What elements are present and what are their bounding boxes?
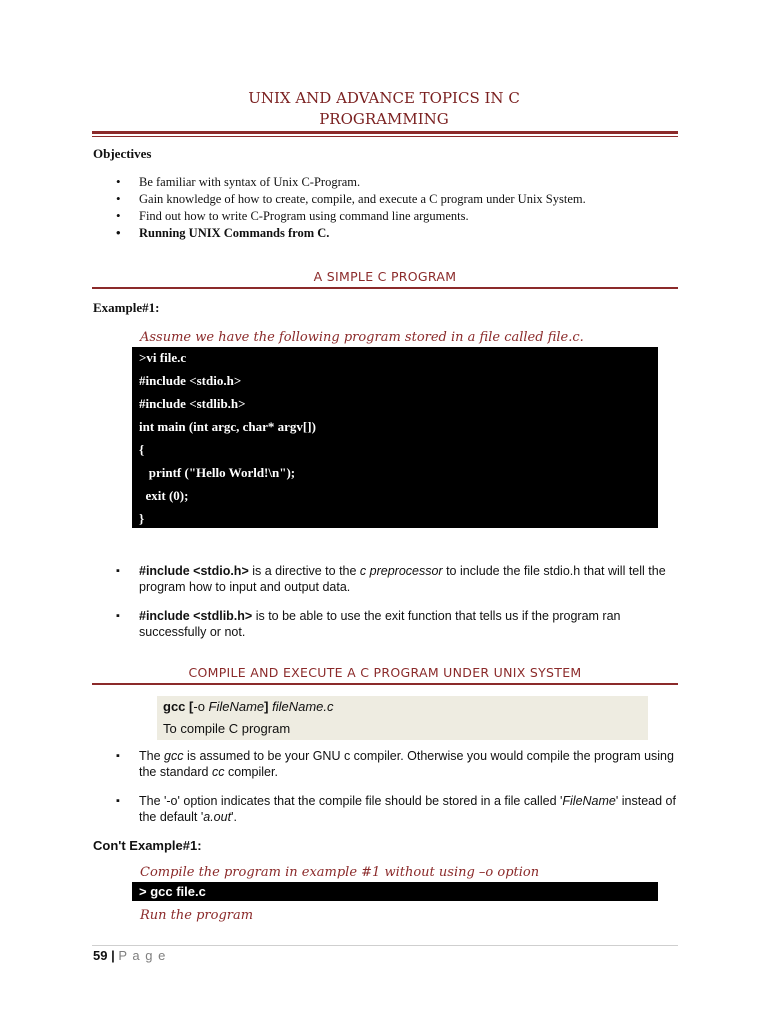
bracket-open: [ [185,699,194,714]
bracket-close: ] [264,699,273,714]
gcc-syntax-box [157,696,648,740]
directive-bullets [116,563,676,640]
bullet-stdio [116,563,676,595]
compile-code-block [132,882,658,901]
code-line: exit (0); [139,488,189,503]
bullet-text: is to be able to use the exit function that tells us if the program ran successfully or not. [139,609,621,639]
bullet-text: to include the file stdio.h that will tell the program how to input and output data. [139,564,666,594]
bullet-emphasis: FileName [562,794,616,808]
page-number: 59 [93,948,108,963]
example-label: Example#1: [93,300,160,315]
code-block [132,347,658,528]
section-heading-compile: COMPILE AND EXECUTE A C PROGRAM UNDER UNIX SYSTEM [188,665,582,680]
section-heading-simple-c: A SIMPLE C PROGRAM [313,269,457,284]
objective-item: • Gain knowledge of how to create, compile, and execute a C program under Unix System. [116,192,676,209]
bullet-code: #include <stdio.h> [139,564,249,578]
code-line: printf ("Hello World!\n"); [139,465,296,480]
page-title-line1: UNIX AND ADVANCE TOPICS IN C [248,89,520,107]
page-footer [93,948,166,963]
footer-rule [92,945,678,946]
bullet-text: The [139,749,165,763]
bullet-text: The '-o' option indicates that the compile file should be stored in a file called ' [139,794,563,808]
bullet-text: compiler. [224,765,278,779]
code-line: > gcc file.c [139,884,206,899]
bullet-emphasis: cc [211,765,225,779]
run-note: Run the program [140,908,254,923]
code-line: >vi file.c [139,350,187,365]
compile-note: Compile the program in example #1 without using –o option [140,865,540,880]
title-rule-thin [92,136,678,137]
code-line: } [139,511,145,526]
gcc-option: -o [193,699,209,714]
bullet-text: is a directive to the [248,564,360,578]
objectives-list [116,175,676,243]
objectives-heading: Objectives [93,146,152,161]
bullet-text: is assumed to be your GNU c compiler. Otherwise you would compile the program using the standard [139,749,674,779]
page-word: P a g e [118,948,167,963]
gcc-syntax-line [157,696,648,718]
bullet-text: '. [231,810,237,824]
bullet-emphasis: a.out [203,810,232,824]
gcc-description: To compile C program [163,721,291,736]
bullet-emphasis: c preprocessor [359,564,443,578]
objective-item: • Find out how to write C-Program using command line arguments. [116,209,676,226]
cont-example-label: Con't Example#1: [93,838,202,853]
bullet-stdlib [116,608,676,640]
bullet-o-option [116,793,676,825]
code-line: { [139,442,145,457]
code-line: #include <stdlib.h> [139,396,246,411]
objective-item: • Be familiar with syntax of Unix C-Program. [116,175,676,192]
code-line: #include <stdio.h> [139,373,242,388]
gcc-command: gcc [163,699,186,714]
gcc-filename: FileName [208,699,265,714]
compile-bullets [116,748,676,825]
footer-separator: | [107,948,119,963]
page-title-line2: PROGRAMMING [319,110,449,128]
section-rule [92,287,678,289]
bullet-text: ' instead of the default ' [139,794,676,824]
bullet-gcc [116,748,676,780]
code-line: int main (int argc, char* argv[]) [139,419,316,434]
gcc-source: fileName.c [272,699,334,714]
objective-item: • Running UNIX Commands from C. [116,226,676,243]
section-rule [92,683,678,685]
bullet-emphasis: gcc [164,749,184,763]
example-note: Assume we have the following program stored in a file called file.c. [140,330,584,345]
bullet-code: #include <stdlib.h> [139,609,253,623]
title-rule [92,131,678,134]
